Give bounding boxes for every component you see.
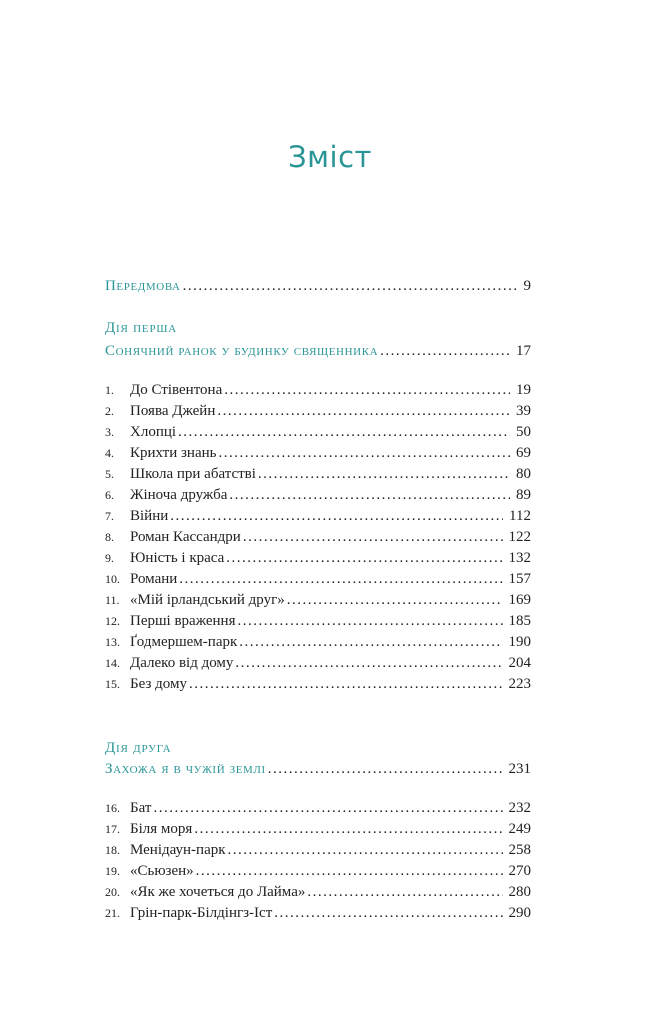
chapter-page: 157 <box>508 571 531 587</box>
toc-entry[interactable] <box>105 401 531 421</box>
toc-entry[interactable] <box>105 798 531 818</box>
chapter-number: 5. <box>105 467 114 481</box>
toc-entry-preface[interactable] <box>105 276 531 296</box>
page-title: Зміст <box>288 140 372 174</box>
dot-leader <box>287 590 503 610</box>
chapter-title: Війни <box>130 508 169 524</box>
chapter-number: 16. <box>105 801 120 815</box>
dot-leader <box>196 861 503 881</box>
dot-leader <box>226 548 502 568</box>
chapter-number: 10. <box>105 572 120 586</box>
chapter-page: 80 <box>516 466 531 482</box>
chapter-page: 19 <box>516 382 531 398</box>
part-subtitle-entry[interactable] <box>105 759 531 779</box>
toc-entry[interactable] <box>105 882 531 902</box>
chapter-page: 249 <box>508 821 531 837</box>
dot-leader <box>243 527 503 547</box>
toc-entry[interactable] <box>105 903 531 923</box>
chapter-number: 9. <box>105 551 114 565</box>
dot-leader <box>229 485 510 505</box>
chapter-page: 280 <box>508 884 531 900</box>
chapter-number: 18. <box>105 843 120 857</box>
dot-leader <box>178 422 510 442</box>
chapter-number: 17. <box>105 822 120 836</box>
chapter-title: «Сьюзен» <box>130 863 194 879</box>
toc-entry[interactable] <box>105 819 531 839</box>
dot-leader <box>239 632 502 652</box>
chapter-number: 1. <box>105 383 114 397</box>
toc-entry[interactable] <box>105 653 531 673</box>
part-heading: Дія перша <box>105 320 178 336</box>
toc-entry-label: Передмова <box>105 278 181 294</box>
chapter-title: Хлопці <box>130 424 177 440</box>
toc-entry[interactable] <box>105 443 531 463</box>
chapter-number: 2. <box>105 404 114 418</box>
chapter-number: 20. <box>105 885 120 899</box>
chapter-page: 232 <box>508 800 531 816</box>
toc-entry-label: Сонячний ранок у будинку священника <box>105 343 379 359</box>
toc-entry[interactable] <box>105 632 531 652</box>
chapter-title: Менідаун-парк <box>130 842 226 858</box>
chapter-number: 13. <box>105 635 120 649</box>
toc-entry[interactable] <box>105 485 531 505</box>
toc-entry[interactable] <box>105 569 531 589</box>
chapter-number: 19. <box>105 864 120 878</box>
dot-leader <box>307 882 502 902</box>
toc-entry[interactable] <box>105 506 531 526</box>
chapter-number: 12. <box>105 614 120 628</box>
toc-entry[interactable] <box>105 861 531 881</box>
dot-leader <box>258 464 510 484</box>
dot-leader <box>189 674 503 694</box>
dot-leader <box>237 611 502 631</box>
part-heading: Дія друга <box>105 740 172 756</box>
chapter-title: Романи <box>130 571 178 587</box>
chapter-title: Поява Джейн <box>130 403 216 419</box>
chapter-page: 50 <box>516 424 531 440</box>
dot-leader <box>183 276 518 296</box>
chapter-title: Роман Кассандри <box>130 529 241 545</box>
chapter-page: 39 <box>516 403 531 419</box>
toc-entry[interactable] <box>105 527 531 547</box>
chapter-page: 132 <box>508 550 531 566</box>
chapter-page: 190 <box>508 634 531 650</box>
dot-leader <box>274 903 502 923</box>
chapter-page: 69 <box>516 445 531 461</box>
chapter-title: Юність і краса <box>130 550 225 566</box>
dot-leader <box>179 569 502 589</box>
toc-entry-page: 231 <box>508 761 531 777</box>
toc-entry[interactable] <box>105 611 531 631</box>
chapter-title: «Як же хочеться до Лайма» <box>130 884 306 900</box>
chapter-title: Далеко від дому <box>130 655 234 671</box>
toc-entry[interactable] <box>105 548 531 568</box>
chapter-page: 204 <box>508 655 531 671</box>
toc-entry[interactable] <box>105 840 531 860</box>
toc-entry[interactable] <box>105 422 531 442</box>
chapter-page: 122 <box>508 529 531 545</box>
dot-leader <box>228 840 503 860</box>
chapter-title: До Стівентона <box>130 382 223 398</box>
chapter-number: 14. <box>105 656 120 670</box>
toc-entry-page: 9 <box>523 278 531 294</box>
dot-leader <box>380 341 510 361</box>
chapter-number: 6. <box>105 488 114 502</box>
chapter-number: 8. <box>105 530 114 544</box>
chapter-page: 112 <box>509 508 531 524</box>
chapter-title: Жіноча дружба <box>130 487 228 503</box>
chapter-page: 270 <box>508 863 531 879</box>
chapter-number: 11. <box>105 593 120 607</box>
toc-entry-page: 17 <box>516 343 531 359</box>
chapter-title: Школа при абатстві <box>130 466 256 482</box>
chapter-title: Біля моря <box>130 821 193 837</box>
toc-entry[interactable] <box>105 590 531 610</box>
toc-entry[interactable] <box>105 464 531 484</box>
toc-entry[interactable] <box>105 380 531 400</box>
dot-leader <box>170 506 503 526</box>
chapter-page: 89 <box>516 487 531 503</box>
chapter-title: Бат <box>130 800 152 816</box>
chapter-page: 185 <box>508 613 531 629</box>
chapter-title: «Мій ірландський друг» <box>130 592 285 608</box>
chapter-number: 15. <box>105 677 120 691</box>
dot-leader <box>235 653 502 673</box>
chapter-number: 4. <box>105 446 114 460</box>
chapter-title: Грін-парк-Білдінгз-Іст <box>130 905 273 921</box>
chapter-title: Крихти знань <box>130 445 217 461</box>
chapter-page: 290 <box>508 905 531 921</box>
part-subtitle-entry[interactable] <box>105 341 531 361</box>
dot-leader <box>153 798 502 818</box>
chapter-title: Перші враження <box>130 613 236 629</box>
dot-leader <box>217 401 510 421</box>
chapter-number: 7. <box>105 509 114 523</box>
dot-leader <box>218 443 510 463</box>
chapter-title: Без дому <box>130 676 187 692</box>
dot-leader <box>268 759 503 779</box>
chapter-page: 258 <box>508 842 531 858</box>
toc-entry-label: Захожа я в чужій землі <box>105 761 266 777</box>
dot-leader <box>224 380 510 400</box>
chapter-page: 223 <box>508 676 531 692</box>
dot-leader <box>194 819 502 839</box>
chapter-title: Ґодмершем-парк <box>130 634 238 650</box>
chapter-number: 3. <box>105 425 114 439</box>
chapter-page: 169 <box>508 592 531 608</box>
chapter-number: 21. <box>105 906 120 920</box>
toc-entry[interactable] <box>105 674 531 694</box>
